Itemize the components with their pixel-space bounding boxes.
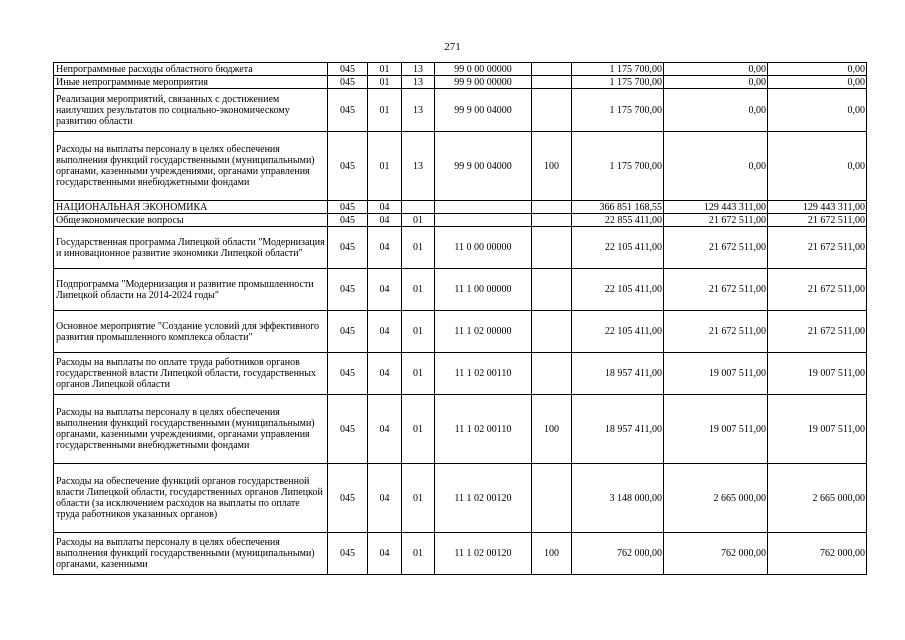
table-body (54, 63, 867, 575)
page-number: 271 (444, 41, 461, 53)
col-grbs: 045 (328, 464, 368, 533)
table-row (54, 353, 867, 395)
col-pr: 01 (402, 464, 435, 533)
col-rz: 04 (368, 353, 402, 395)
col-sum-1: 18 957 411,00 (572, 395, 664, 464)
row-name: Государственная программа Липецкой области "Модернизация и инновационное развитие экономики Липецкой области" (54, 227, 328, 269)
col-sum-3: 19 007 511,00 (768, 395, 867, 464)
col-sum-3: 21 672 511,00 (768, 269, 867, 311)
col-sum-1: 3 148 000,00 (572, 464, 664, 533)
col-sum-1: 1 175 700,00 (572, 89, 664, 132)
col-sum-1: 762 000,00 (572, 533, 664, 575)
col-grbs: 045 (328, 132, 368, 201)
col-sum-2: 21 672 511,00 (664, 311, 768, 353)
col-rz: 04 (368, 214, 402, 227)
col-sum-3: 21 672 511,00 (768, 311, 867, 353)
row-name: Общеэкономические вопросы (54, 214, 328, 227)
col-sum-1: 22 105 411,00 (572, 269, 664, 311)
col-sum-2: 21 672 511,00 (664, 227, 768, 269)
row-name: Расходы на обеспечение функций органов государственной власти Липецкой области, государственных органов Липецкой области (за исключением расходов на выплаты по оплате труда работников указанных органов) (54, 464, 328, 533)
col-vr (532, 214, 572, 227)
col-csr: 99 9 00 04000 (435, 89, 532, 132)
table-row (54, 132, 867, 201)
col-sum-2: 762 000,00 (664, 533, 768, 575)
table-row (54, 89, 867, 132)
col-pr: 01 (402, 353, 435, 395)
col-sum-2: 0,00 (664, 63, 768, 76)
table-row (54, 63, 867, 76)
col-pr: 13 (402, 63, 435, 76)
col-csr: 99 9 00 04000 (435, 132, 532, 201)
table-row (54, 76, 867, 89)
col-sum-1: 22 105 411,00 (572, 311, 664, 353)
col-vr (532, 201, 572, 214)
table-row (54, 533, 867, 575)
col-rz: 01 (368, 132, 402, 201)
col-grbs: 045 (328, 533, 368, 575)
col-rz: 04 (368, 311, 402, 353)
col-vr (532, 89, 572, 132)
row-name: Реализация мероприятий, связанных с достижением наилучших результатов по социально-экономическому развитию области (54, 89, 328, 132)
col-sum-1: 1 175 700,00 (572, 76, 664, 89)
col-rz: 04 (368, 201, 402, 214)
row-name: Непрограммные расходы областного бюджета (54, 63, 328, 76)
row-name: Основное мероприятие "Создание условий для эффективного развития промышленного комплекса области" (54, 311, 328, 353)
table-viewport (53, 62, 867, 588)
col-vr (532, 269, 572, 311)
col-grbs: 045 (328, 353, 368, 395)
row-name: Расходы на выплаты персоналу в целях обеспечения выполнения функций государственными (муниципальными) органами, казенными учреждениями, органами управления государственными внебюджетными фондами (54, 132, 328, 201)
row-name: НАЦИОНАЛЬНАЯ ЭКОНОМИКА (54, 201, 328, 214)
col-pr: 01 (402, 311, 435, 353)
col-rz: 04 (368, 227, 402, 269)
col-csr: 99 0 00 00000 (435, 63, 532, 76)
col-sum-1: 18 957 411,00 (572, 353, 664, 395)
col-vr (532, 311, 572, 353)
col-vr (532, 76, 572, 89)
col-vr (532, 353, 572, 395)
col-grbs: 045 (328, 311, 368, 353)
col-csr: 11 0 00 00000 (435, 227, 532, 269)
col-sum-2: 21 672 511,00 (664, 214, 768, 227)
col-pr: 01 (402, 395, 435, 464)
col-vr (532, 63, 572, 76)
col-grbs: 045 (328, 269, 368, 311)
col-csr: 11 1 00 00000 (435, 269, 532, 311)
col-sum-1: 366 851 168,55 (572, 201, 664, 214)
col-csr: 11 1 02 00110 (435, 395, 532, 464)
col-sum-3: 21 672 511,00 (768, 227, 867, 269)
col-sum-3: 0,00 (768, 63, 867, 76)
col-sum-2: 2 665 000,00 (664, 464, 768, 533)
col-sum-2: 0,00 (664, 76, 768, 89)
col-sum-2: 19 007 511,00 (664, 395, 768, 464)
col-sum-1: 22 855 411,00 (572, 214, 664, 227)
col-rz: 01 (368, 63, 402, 76)
col-rz: 04 (368, 269, 402, 311)
col-sum-3: 0,00 (768, 132, 867, 201)
col-pr: 13 (402, 89, 435, 132)
col-pr: 01 (402, 214, 435, 227)
col-vr: 100 (532, 533, 572, 575)
col-sum-2: 19 007 511,00 (664, 353, 768, 395)
col-csr (435, 201, 532, 214)
col-pr: 13 (402, 132, 435, 201)
col-sum-1: 1 175 700,00 (572, 132, 664, 201)
col-vr (532, 464, 572, 533)
col-grbs: 045 (328, 76, 368, 89)
table-row (54, 464, 867, 533)
col-vr: 100 (532, 395, 572, 464)
budget-table (53, 62, 867, 575)
row-name: Подпрограмма "Модернизация и развитие промышленности Липецкой области на 2014-2024 годы" (54, 269, 328, 311)
col-sum-2: 129 443 311,00 (664, 201, 768, 214)
col-rz: 01 (368, 76, 402, 89)
col-pr (402, 201, 435, 214)
col-grbs: 045 (328, 201, 368, 214)
col-csr: 99 9 00 00000 (435, 76, 532, 89)
col-grbs: 045 (328, 89, 368, 132)
col-sum-3: 2 665 000,00 (768, 464, 867, 533)
col-sum-2: 0,00 (664, 132, 768, 201)
col-csr: 11 1 02 00000 (435, 311, 532, 353)
row-name: Расходы на выплаты персоналу в целях обеспечения выполнения функций государственными (муниципальными) органами, казенными учреждениями, органами управления государственными внебюджетными фондами (54, 395, 328, 464)
row-name: Расходы на выплаты персоналу в целях обеспечения выполнения функций государственными (муниципальными) органами, казенными (54, 533, 328, 575)
col-sum-2: 0,00 (664, 89, 768, 132)
col-sum-3: 0,00 (768, 89, 867, 132)
col-rz: 04 (368, 395, 402, 464)
col-grbs: 045 (328, 395, 368, 464)
col-rz: 01 (368, 89, 402, 132)
col-rz: 04 (368, 533, 402, 575)
col-pr: 01 (402, 227, 435, 269)
table-row (54, 201, 867, 214)
col-csr: 11 1 02 00120 (435, 533, 532, 575)
col-sum-2: 21 672 511,00 (664, 269, 768, 311)
col-vr: 100 (532, 132, 572, 201)
col-vr (532, 227, 572, 269)
col-grbs: 045 (328, 214, 368, 227)
col-sum-1: 22 105 411,00 (572, 227, 664, 269)
col-sum-1: 1 175 700,00 (572, 63, 664, 76)
table-row (54, 214, 867, 227)
table-row (54, 269, 867, 311)
row-name: Иные непрограммные мероприятия (54, 76, 328, 89)
col-pr: 01 (402, 269, 435, 311)
col-grbs: 045 (328, 227, 368, 269)
col-sum-3: 21 672 511,00 (768, 214, 867, 227)
table-row (54, 311, 867, 353)
col-rz: 04 (368, 464, 402, 533)
col-pr: 01 (402, 533, 435, 575)
col-sum-3: 762 000,00 (768, 533, 867, 575)
col-csr: 11 1 02 00120 (435, 464, 532, 533)
row-name: Расходы на выплаты по оплате труда работников органов государственной власти Липецкой области, государственных органов Липецкой области (54, 353, 328, 395)
table-row (54, 395, 867, 464)
col-pr: 13 (402, 76, 435, 89)
col-sum-3: 129 443 311,00 (768, 201, 867, 214)
col-csr (435, 214, 532, 227)
col-sum-3: 0,00 (768, 76, 867, 89)
col-sum-3: 19 007 511,00 (768, 353, 867, 395)
col-csr: 11 1 02 00110 (435, 353, 532, 395)
col-grbs: 045 (328, 63, 368, 76)
table-row (54, 227, 867, 269)
